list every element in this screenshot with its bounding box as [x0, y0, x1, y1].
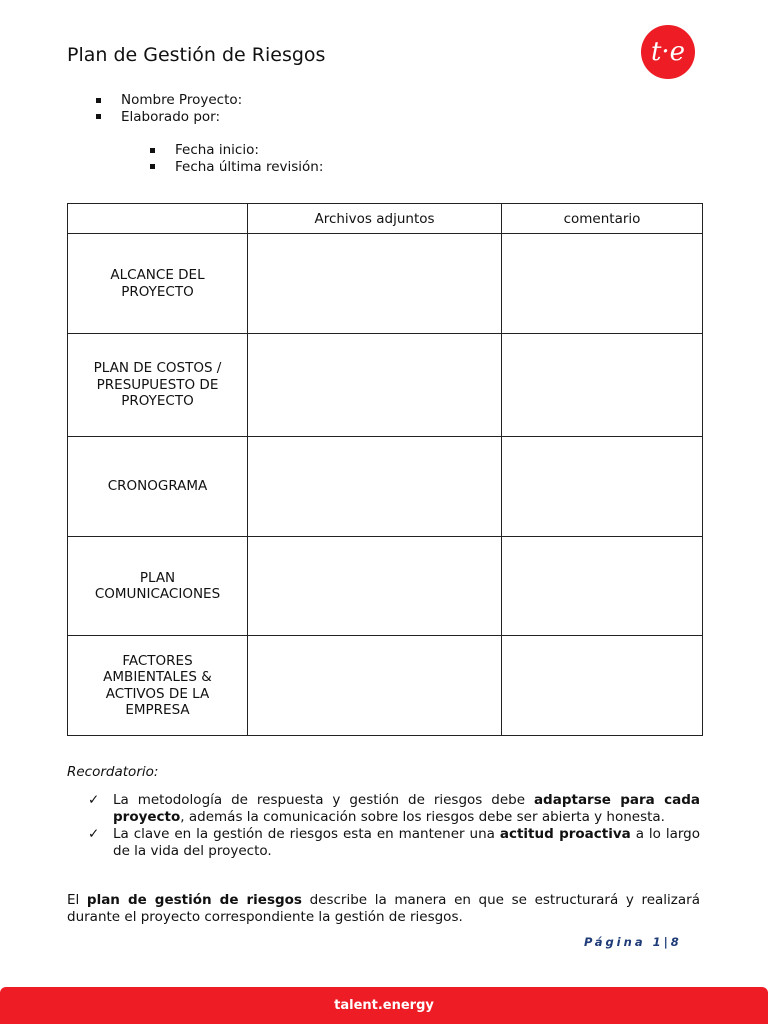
project-info-list [96, 92, 242, 125]
table-row [68, 636, 703, 736]
row-label: FACTORES AMBIENTALES & ACTIVOS DE LA EMPRESA [68, 636, 248, 736]
list-item: Nombre Proyecto: [96, 92, 242, 109]
table-header-empty [68, 204, 248, 234]
attachments-cell[interactable] [248, 537, 502, 636]
date-info-list [150, 142, 323, 175]
list-item: Fecha última revisión: [150, 159, 323, 176]
list-item: ✓ La clave en la gestión de riesgos esta en mantener una actitud proactiva a lo largo de la vida del proyecto. [88, 826, 700, 859]
list-item: ✓ La metodología de respuesta y gestión de riesgos debe adaptarse para cada proyecto, además la comunicación sobre los riesgos debe ser abierta y honesta. [88, 792, 700, 825]
reminder-label: Recordatorio: [67, 764, 159, 780]
row-label: ALCANCE DEL PROYECTO [68, 234, 248, 334]
attachments-cell[interactable] [248, 437, 502, 537]
page-number: Página 1|8 [584, 935, 682, 949]
square-bullet-icon [150, 148, 155, 153]
check-icon: ✓ [88, 826, 100, 842]
table-row [68, 537, 703, 636]
square-bullet-icon [96, 98, 101, 103]
comment-cell[interactable] [502, 234, 703, 334]
description-paragraph: El plan de gestión de riesgos describe la manera en que se estructurará y realizará durante el proyecto correspondiente la gestión de riesgos. [67, 892, 700, 925]
row-label: PLAN COMUNICACIONES [68, 537, 248, 636]
list-item: Elaborado por: [96, 109, 242, 126]
table-row [68, 334, 703, 437]
table-row [68, 437, 703, 537]
footer-text: talent.energy [334, 998, 434, 1013]
attachments-cell[interactable] [248, 636, 502, 736]
comment-cell[interactable] [502, 636, 703, 736]
square-bullet-icon [96, 114, 101, 119]
list-item: Fecha inicio: [150, 142, 323, 159]
attachments-cell[interactable] [248, 334, 502, 437]
square-bullet-icon [150, 164, 155, 169]
talent-energy-logo [641, 25, 695, 79]
risk-plan-table [67, 203, 703, 736]
table-header-row [68, 204, 703, 234]
table-header-comment: comentario [502, 204, 703, 234]
check-icon: ✓ [88, 792, 100, 808]
page-title: Plan de Gestión de Riesgos [67, 44, 326, 66]
svg-text:t·e: t·e [650, 37, 686, 67]
reminder-list [88, 792, 700, 860]
table-row [68, 234, 703, 334]
comment-cell[interactable] [502, 334, 703, 437]
row-label: PLAN DE COSTOS / PRESUPUESTO DE PROYECTO [68, 334, 248, 437]
comment-cell[interactable] [502, 437, 703, 537]
table-header-attachments: Archivos adjuntos [248, 204, 502, 234]
attachments-cell[interactable] [248, 234, 502, 334]
footer-bar [0, 987, 768, 1024]
comment-cell[interactable] [502, 537, 703, 636]
row-label: CRONOGRAMA [68, 437, 248, 537]
